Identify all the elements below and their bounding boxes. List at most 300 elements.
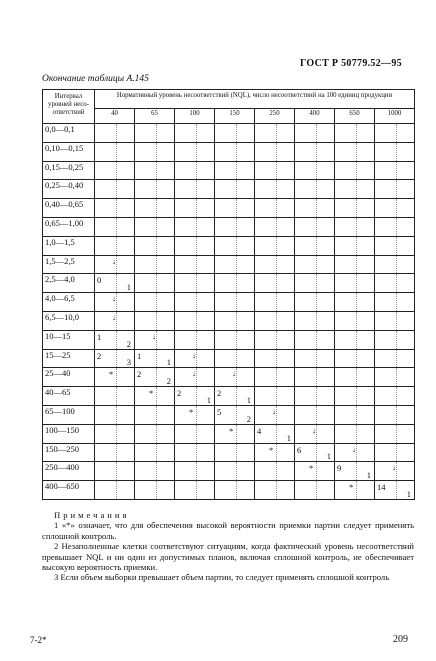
dotted-guide <box>196 481 197 499</box>
dotted-guide <box>236 199 237 217</box>
table-row <box>43 481 415 500</box>
dotted-guide <box>196 274 197 292</box>
column-header: 100 <box>175 108 215 123</box>
table-row <box>43 255 415 274</box>
acceptance-number: 2 <box>97 350 102 361</box>
table-cell <box>375 142 415 161</box>
acceptance-number: 1 <box>137 350 142 361</box>
down-arrow-icon: ↓ <box>192 350 196 360</box>
dotted-guide <box>116 462 117 480</box>
row-label: 0,0—0,1 <box>43 124 95 143</box>
footer-mark: 7-2* <box>30 635 47 645</box>
table-cell <box>295 481 335 500</box>
table-cell <box>95 462 135 481</box>
dotted-guide <box>276 293 277 311</box>
table-cell <box>375 293 415 312</box>
table-cell <box>175 161 215 180</box>
table-cell <box>375 349 415 368</box>
table-cell <box>335 236 375 255</box>
row-label: 100—150 <box>43 424 95 443</box>
table-cell <box>215 462 255 481</box>
dotted-guide <box>356 425 357 443</box>
dotted-guide <box>396 199 397 217</box>
corner-line: Интервал <box>54 93 83 100</box>
row-label: 6,5—10,0 <box>43 311 95 330</box>
table-cell <box>295 443 335 462</box>
table-cell <box>375 311 415 330</box>
dotted-guide <box>356 444 357 462</box>
rejection-number: 3 <box>126 357 131 368</box>
table-cell <box>95 199 135 218</box>
table-cell <box>95 424 135 443</box>
rejection-number: 2 <box>166 376 171 387</box>
down-arrow-icon: ↓ <box>192 369 196 379</box>
table-row <box>43 387 415 406</box>
table-cell <box>175 274 215 293</box>
dotted-guide <box>356 143 357 161</box>
dotted-guide <box>196 180 197 198</box>
table-cell <box>215 142 255 161</box>
dotted-guide <box>196 425 197 443</box>
table-cell <box>375 387 415 406</box>
acceptance-number: 0 <box>97 275 102 286</box>
table-cell <box>135 387 175 406</box>
dotted-guide <box>316 124 317 142</box>
dotted-guide <box>156 256 157 274</box>
dotted-guide <box>196 368 197 386</box>
table-cell <box>175 236 215 255</box>
dotted-guide <box>356 124 357 142</box>
table-row <box>43 199 415 218</box>
table-row <box>43 124 415 143</box>
dotted-guide <box>196 444 197 462</box>
table-row <box>43 274 415 293</box>
table-cell <box>335 124 375 143</box>
table-row <box>43 330 415 349</box>
table-cell <box>175 349 215 368</box>
table-cell <box>375 180 415 199</box>
table-cell <box>335 349 375 368</box>
table-cell <box>335 161 375 180</box>
table-cell <box>375 124 415 143</box>
table-caption: Окончание таблицы А.145 <box>42 74 149 84</box>
table-cell <box>335 255 375 274</box>
dotted-guide <box>356 237 357 255</box>
dotted-guide <box>196 331 197 349</box>
dotted-guide <box>276 312 277 330</box>
dotted-guide <box>356 218 357 236</box>
corner-header <box>43 90 95 124</box>
note-item: 3 Если объем выборки превышает объем партии, то следует применять сплошной контроль <box>54 572 390 583</box>
table-cell <box>295 330 335 349</box>
table-cell <box>135 180 175 199</box>
table-cell <box>175 424 215 443</box>
table-cell <box>375 330 415 349</box>
table-cell <box>295 368 335 387</box>
table-cell <box>95 481 135 500</box>
table-cell <box>255 462 295 481</box>
asterisk-mark: * <box>189 406 194 417</box>
dotted-guide <box>116 218 117 236</box>
table-cell <box>95 142 135 161</box>
dotted-guide <box>276 143 277 161</box>
table-cell <box>95 161 135 180</box>
table-cell <box>135 124 175 143</box>
dotted-guide <box>236 350 237 368</box>
table-cell <box>135 236 175 255</box>
table-cell <box>95 255 135 274</box>
row-label: 0,10—0,15 <box>43 142 95 161</box>
table-cell <box>295 142 335 161</box>
dotted-guide <box>116 256 117 274</box>
row-label: 4,0—6,5 <box>43 293 95 312</box>
table-cell <box>295 236 335 255</box>
dotted-guide <box>356 199 357 217</box>
table-cell <box>375 462 415 481</box>
table-cell <box>335 424 375 443</box>
down-arrow-icon: ↓ <box>312 425 316 435</box>
dotted-guide <box>236 274 237 292</box>
dotted-guide <box>196 124 197 142</box>
dotted-guide <box>356 406 357 424</box>
table-cell <box>215 180 255 199</box>
down-arrow-icon: ↓ <box>352 444 356 454</box>
dotted-guide <box>356 462 357 480</box>
dotted-guide <box>116 312 117 330</box>
table-cell <box>255 161 295 180</box>
dotted-guide <box>116 237 117 255</box>
nql-table <box>42 89 415 500</box>
table-cell <box>295 199 335 218</box>
column-header: 400 <box>295 108 335 123</box>
table-cell <box>255 199 295 218</box>
table-row <box>43 293 415 312</box>
dotted-guide <box>156 293 157 311</box>
rejection-number: 1 <box>326 451 331 462</box>
dotted-guide <box>156 312 157 330</box>
rejection-number: 1 <box>206 394 211 405</box>
table-cell <box>375 405 415 424</box>
table-cell <box>335 199 375 218</box>
table-cell <box>215 443 255 462</box>
dotted-guide <box>196 312 197 330</box>
table-cell <box>175 180 215 199</box>
table-cell <box>175 311 215 330</box>
table-cell <box>135 330 175 349</box>
dotted-guide <box>196 350 197 368</box>
rejection-number: 1 <box>366 470 371 481</box>
table-cell <box>175 368 215 387</box>
table-cell <box>175 330 215 349</box>
table-cell <box>375 424 415 443</box>
dotted-guide <box>396 350 397 368</box>
table-cell <box>375 161 415 180</box>
table-cell <box>255 368 295 387</box>
table-cell <box>135 405 175 424</box>
dotted-guide <box>276 350 277 368</box>
table-cell <box>255 217 295 236</box>
table-cell <box>295 217 335 236</box>
table-cell <box>215 236 255 255</box>
table-cell <box>215 311 255 330</box>
table-cell <box>95 349 135 368</box>
dotted-guide <box>276 180 277 198</box>
dotted-guide <box>156 481 157 499</box>
table-row <box>43 443 415 462</box>
table-cell <box>135 161 175 180</box>
dotted-guide <box>356 274 357 292</box>
table-cell <box>175 199 215 218</box>
dotted-guide <box>396 143 397 161</box>
dotted-guide <box>116 293 117 311</box>
acceptance-number: 14 <box>377 482 386 493</box>
table-cell <box>335 405 375 424</box>
dotted-guide <box>316 387 317 405</box>
dotted-guide <box>316 462 317 480</box>
table-cell <box>95 217 135 236</box>
table-cell <box>255 236 295 255</box>
dotted-guide <box>396 331 397 349</box>
dotted-guide <box>236 425 237 443</box>
table-cell <box>175 443 215 462</box>
dotted-guide <box>156 180 157 198</box>
dotted-guide <box>156 124 157 142</box>
group-header: Нормативный уровень несоответствий (NQL), число несоответствий на 100 единиц продукции <box>95 90 415 109</box>
table-cell <box>255 405 295 424</box>
table-cell <box>175 142 215 161</box>
table-cell <box>95 293 135 312</box>
table-cell <box>335 443 375 462</box>
dotted-guide <box>316 425 317 443</box>
dotted-guide <box>316 350 317 368</box>
table-cell <box>375 481 415 500</box>
dotted-guide <box>116 199 117 217</box>
table-cell <box>295 124 335 143</box>
dotted-guide <box>156 274 157 292</box>
table-cell <box>215 405 255 424</box>
table-cell <box>255 387 295 406</box>
table-cell <box>95 311 135 330</box>
table-cell <box>215 199 255 218</box>
table-cell <box>95 274 135 293</box>
rejection-number: 2 <box>246 413 251 424</box>
table-cell <box>175 255 215 274</box>
table-cell <box>255 274 295 293</box>
table-cell <box>295 387 335 406</box>
dotted-guide <box>236 256 237 274</box>
down-arrow-icon: ↓ <box>112 294 116 304</box>
rejection-number: 1 <box>406 488 412 499</box>
column-header: 250 <box>255 108 295 123</box>
table-cell <box>375 443 415 462</box>
dotted-guide <box>196 293 197 311</box>
table-cell <box>255 330 295 349</box>
asterisk-mark: * <box>349 482 354 493</box>
row-label: 0,65—1,00 <box>43 217 95 236</box>
acceptance-number: 2 <box>177 388 182 399</box>
table-cell <box>255 124 295 143</box>
dotted-guide <box>236 368 237 386</box>
table-cell <box>135 199 175 218</box>
table-cell <box>135 142 175 161</box>
dotted-guide <box>156 331 157 349</box>
dotted-guide <box>356 331 357 349</box>
table-cell <box>335 368 375 387</box>
table-cell <box>295 405 335 424</box>
dotted-guide <box>356 162 357 180</box>
table-cell <box>215 330 255 349</box>
dotted-guide <box>276 481 277 499</box>
dotted-guide <box>276 444 277 462</box>
acceptance-number: 1 <box>97 331 102 342</box>
dotted-guide <box>356 312 357 330</box>
dotted-guide <box>236 162 237 180</box>
row-label: 15—25 <box>43 349 95 368</box>
note-item: 2 Незаполненные клетки соответствуют ситуациям, когда фактический уровень несоответствий превышает NQL и ни один из допустимых планов, включая сплошной контроль, не обеспечивает высокую вероятность приемки. <box>42 541 414 573</box>
table-cell <box>295 293 335 312</box>
row-label: 0,25—0,40 <box>43 180 95 199</box>
table-cell <box>215 161 255 180</box>
row-label: 65—100 <box>43 405 95 424</box>
row-label: 400—650 <box>43 481 95 500</box>
table-cell <box>335 462 375 481</box>
dotted-guide <box>396 274 397 292</box>
rejection-number: 1 <box>166 357 171 368</box>
table-row <box>43 236 415 255</box>
acceptance-number: 2 <box>137 369 142 380</box>
dotted-guide <box>156 199 157 217</box>
dotted-guide <box>196 199 197 217</box>
dotted-guide <box>116 331 117 349</box>
table-cell <box>175 217 215 236</box>
table-cell <box>175 405 215 424</box>
table-row <box>43 462 415 481</box>
down-arrow-icon: ↓ <box>392 463 396 473</box>
table-cell <box>215 274 255 293</box>
dotted-guide <box>316 406 317 424</box>
rejection-number: 1 <box>286 432 291 443</box>
dotted-guide <box>356 350 357 368</box>
dotted-guide <box>396 481 397 499</box>
asterisk-mark: * <box>109 369 114 380</box>
dotted-guide <box>156 406 157 424</box>
table-row <box>43 180 415 199</box>
table-cell <box>135 293 175 312</box>
table-cell <box>215 387 255 406</box>
table-cell <box>295 255 335 274</box>
dotted-guide <box>316 368 317 386</box>
table-cell <box>95 236 135 255</box>
dotted-guide <box>396 312 397 330</box>
dotted-guide <box>116 162 117 180</box>
acceptance-number: 4 <box>257 425 262 436</box>
table-cell <box>215 424 255 443</box>
table-cell <box>175 124 215 143</box>
dotted-guide <box>156 162 157 180</box>
dotted-guide <box>276 124 277 142</box>
dotted-guide <box>276 406 277 424</box>
table-cell <box>295 161 335 180</box>
table-cell <box>255 311 295 330</box>
dotted-guide <box>316 274 317 292</box>
table-cell <box>215 349 255 368</box>
row-label: 40—65 <box>43 387 95 406</box>
down-arrow-icon: ↓ <box>152 331 156 341</box>
dotted-guide <box>196 162 197 180</box>
acceptance-number: 2 <box>217 388 222 399</box>
table-cell <box>215 217 255 236</box>
dotted-guide <box>276 368 277 386</box>
row-label: 0,40—0,65 <box>43 199 95 218</box>
dotted-guide <box>356 368 357 386</box>
dotted-guide <box>316 237 317 255</box>
dotted-guide <box>396 387 397 405</box>
table-cell <box>95 124 135 143</box>
dotted-guide <box>156 425 157 443</box>
dotted-guide <box>396 368 397 386</box>
table-cell <box>335 274 375 293</box>
dotted-guide <box>116 481 117 499</box>
acceptance-number: 6 <box>297 444 302 455</box>
notes-block <box>42 510 414 583</box>
table-cell <box>215 293 255 312</box>
dotted-guide <box>156 368 157 386</box>
row-label: 25—40 <box>43 368 95 387</box>
dotted-guide <box>276 331 277 349</box>
asterisk-mark: * <box>149 388 154 399</box>
table-cell <box>95 443 135 462</box>
table-cell <box>335 142 375 161</box>
dotted-guide <box>156 143 157 161</box>
dotted-guide <box>236 180 237 198</box>
dotted-guide <box>356 256 357 274</box>
dotted-guide <box>116 124 117 142</box>
dotted-guide <box>396 256 397 274</box>
table-cell <box>135 311 175 330</box>
dotted-guide <box>396 406 397 424</box>
table-cell <box>175 462 215 481</box>
row-label: 2,5—4,0 <box>43 274 95 293</box>
table-cell <box>135 274 175 293</box>
table-cell <box>95 330 135 349</box>
table-cell <box>215 255 255 274</box>
dotted-guide <box>116 274 117 292</box>
table-cell <box>95 368 135 387</box>
dotted-guide <box>116 425 117 443</box>
dotted-guide <box>236 481 237 499</box>
dotted-guide <box>156 462 157 480</box>
table-cell <box>135 462 175 481</box>
dotted-guide <box>196 462 197 480</box>
table-cell <box>255 180 295 199</box>
dotted-guide <box>396 444 397 462</box>
table-cell <box>95 387 135 406</box>
dotted-guide <box>116 444 117 462</box>
asterisk-mark: * <box>309 463 314 474</box>
dotted-guide <box>156 350 157 368</box>
asterisk-mark: * <box>269 444 274 455</box>
rejection-number: 2 <box>126 338 131 349</box>
dotted-guide <box>396 162 397 180</box>
down-arrow-icon: ↓ <box>112 256 116 266</box>
table-cell <box>135 424 175 443</box>
dotted-guide <box>236 293 237 311</box>
corner-line: уровней несо- <box>48 101 89 108</box>
rejection-number: 1 <box>246 394 251 405</box>
dotted-guide <box>276 274 277 292</box>
dotted-guide <box>116 406 117 424</box>
table-cell <box>135 368 175 387</box>
